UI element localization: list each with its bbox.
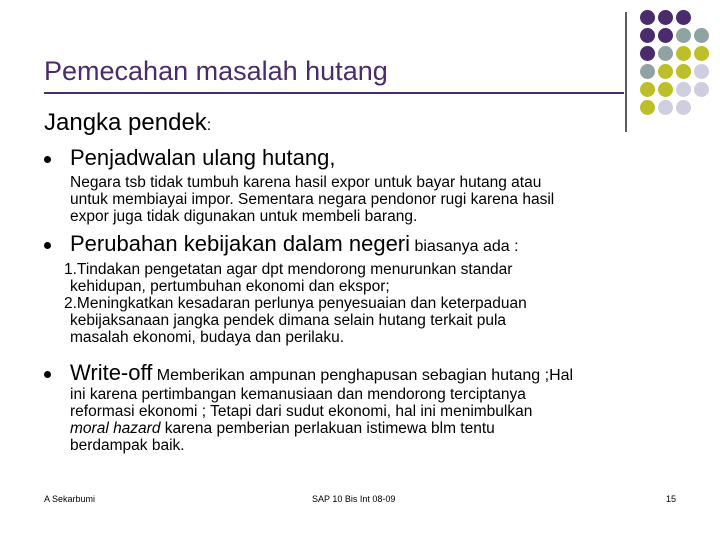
bullet-marker — [44, 371, 51, 378]
decorative-dot — [676, 82, 691, 97]
decorative-dot — [640, 46, 655, 61]
body-line: ini karena pertimbangan kemanusiaan dan mendorong terciptanya — [70, 386, 526, 403]
decorative-dot — [640, 64, 655, 79]
decorative-dot — [676, 64, 691, 79]
footer-course: SAP 10 Bis Int 08-09 — [312, 494, 396, 504]
bullet-heading-policy — [70, 231, 519, 257]
bullet-heading-rescheduling: Penjadwalan ulang hutang, — [70, 145, 336, 170]
slide-title: Pemecahan masalah hutang — [44, 56, 388, 86]
subheading-colon: : — [206, 117, 212, 134]
decorative-dot — [658, 46, 673, 61]
decorative-dot — [676, 100, 691, 115]
footer-page-number: 15 — [666, 494, 677, 504]
decorative-dot — [640, 82, 655, 97]
decorative-dot — [658, 64, 673, 79]
bullet-heading-writeoff — [70, 360, 573, 386]
decorative-dot — [658, 10, 673, 25]
decorative-dot — [676, 10, 691, 25]
numbered-item-continuation: masalah ekonomi, budaya dan perilaku. — [70, 329, 345, 346]
decorative-dot — [694, 28, 709, 43]
decorative-dot-grid — [640, 10, 720, 120]
bullet-marker — [44, 156, 51, 163]
decorative-dot — [658, 100, 673, 115]
body-line: expor juga tidak digunakan untuk membeli barang. — [70, 208, 418, 225]
footer-author: A Sekarbumi — [44, 494, 96, 504]
title-underline — [44, 92, 624, 94]
bullet-body-writeoff — [70, 386, 532, 454]
body-line: berdampak baik. — [70, 437, 185, 454]
bullet-heading-writeoff-tail: Memberikan ampunan penghapusan sebagian hutang ;Hal — [152, 367, 574, 384]
bullet-heading-policy-tail: biasanya ada : — [410, 238, 519, 255]
bullet-heading-policy-main: Perubahan kebijakan dalam negeri — [70, 231, 411, 256]
decorative-dot — [694, 82, 709, 97]
subheading-text: Jangka pendek — [44, 109, 207, 136]
decorative-dot — [658, 82, 673, 97]
decorative-dot — [640, 28, 655, 43]
body-line: untuk membiayai impor. Sementara negara pendonor rugi karena hasil — [70, 191, 555, 208]
italic-phrase: moral hazard — [70, 420, 161, 437]
decorative-dot — [694, 64, 709, 79]
numbered-item: 1.Tindakan pengetatan agar dpt mendorong menurunkan standar — [64, 261, 513, 278]
bullet-marker — [44, 242, 51, 249]
decorative-vertical-line — [625, 12, 627, 132]
numbered-item-continuation: kehidupan, pertumbuhan ekonomi dan ekspor; — [70, 278, 390, 295]
bullet-heading-writeoff-main: Write-off — [70, 360, 153, 385]
body-line-italic — [70, 420, 532, 437]
body-line-rest: karena pemberian perlakuan istimewa blm tentu — [160, 420, 495, 437]
bullet-body-rescheduling — [70, 174, 554, 225]
decorative-dot — [640, 10, 655, 25]
decorative-dot — [658, 28, 673, 43]
numbered-item: 2.Meningkatkan kesadaran perlunya penyesuaian dan keterpaduan — [64, 295, 527, 312]
decorative-dot — [676, 28, 691, 43]
body-line: reformasi ekonomi ; Tetapi dari sudut ekonomi, hal ini menimbulkan — [70, 403, 533, 420]
numbered-item-continuation: kebijaksanaan jangka pendek dimana selain hutang terkait pula — [70, 312, 507, 329]
body-line: Negara tsb tidak tumbuh karena hasil expor untuk bayar hutang atau — [70, 174, 542, 191]
decorative-dot — [694, 46, 709, 61]
decorative-dot — [676, 46, 691, 61]
decorative-dot — [640, 100, 655, 115]
bullet-body-policy — [64, 261, 527, 346]
section-subheading — [44, 109, 211, 137]
